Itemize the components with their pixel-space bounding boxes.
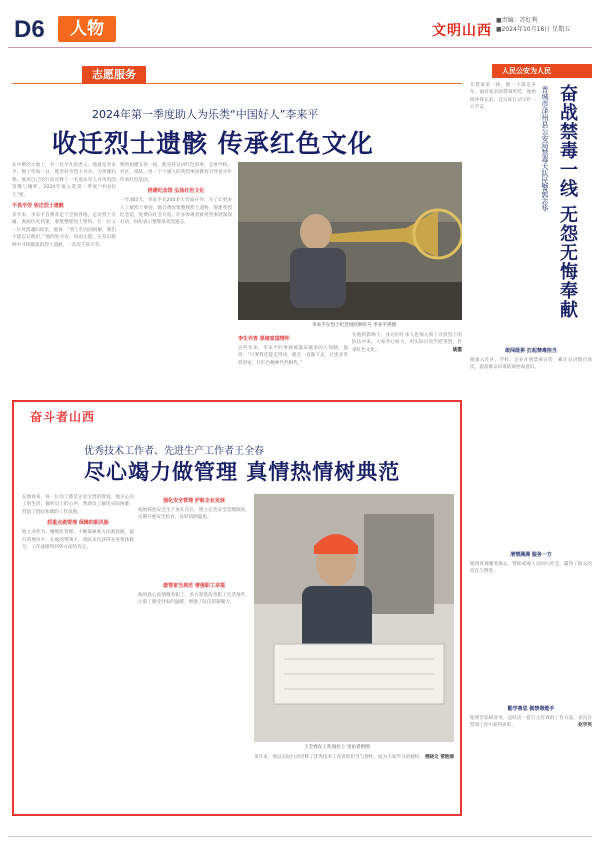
article-kicker: 2024年第一季度助人为乐类“中国好人”李来平 <box>92 108 319 121</box>
paragraph: 他用真心真情服务职工，多方筹措改善职工生活条件，让职工感受到家的温暖，增强了队伍的凝聚力。 <box>138 592 250 606</box>
subheading: 强化安全管理 护航企业发展 <box>163 498 225 504</box>
paragraph: 多年来，他以实际行动诠释了优秀技术工作者的担当与情怀，成为大家学习的榜样。 <box>254 755 424 760</box>
page-number: D6 <box>14 16 45 43</box>
subheading: 李生作答 厚植家国情怀 <box>238 336 290 342</box>
subheading: 清情满满 服务一方 <box>510 552 552 558</box>
byline: 姚霞 <box>452 347 462 353</box>
police-body-1 <box>470 344 592 544</box>
byline: 贾晓文 常艳丽 <box>424 755 454 760</box>
police-article <box>470 60 592 830</box>
paragraph: 在他的影响下，身边的许多人也加入到了寻找烈士的队伍中来。大家齐心协力，用实际行动告慰英烈，传承红色文化。 <box>352 333 462 353</box>
subheading: 勤学善思 做禁毒能手 <box>507 706 555 712</box>
paragraph: 在禁毒第一线，他一干就是多年。面对复杂的禁毒形势，他始终冲锋在前，以实际行动守护一方平安。 <box>470 83 536 111</box>
byline: 赵学英 <box>578 723 592 729</box>
police-body-2 <box>470 548 592 698</box>
section-ribbon <box>12 66 462 84</box>
editor-line: ■责编：苏紅利 <box>496 17 538 24</box>
subheading: 做管家当典范 增强职工幸福 <box>163 582 225 589</box>
paragraph: 他用真情服务群众，帮助戒毒人员回归社会，赢得了群众的信任与赞誉。 <box>470 562 592 575</box>
brand-logo: 文明山西 <box>432 23 492 39</box>
article-col-2 <box>120 162 232 398</box>
feature-headline: 尽心竭力做管理 真情热情树典范 <box>84 460 401 484</box>
police-body-3 <box>470 702 592 828</box>
ribbon-tag: 志愿服务 <box>82 66 146 84</box>
volunteer-article <box>12 66 462 400</box>
paragraph: 一年365天，李来平有200多天奔波在外。为了让更多人了解烈士事迹，他自费收集整理烈士遗物，筹建英烈纪念馆，免费向社会开放。许多参观者被英烈事迹深深打动，纷纷表示要继承先烈遗志。 <box>120 198 232 226</box>
subheading: 捐建纪念馆 弘扬红色文化 <box>147 188 205 195</box>
photo-caption: 王全春在工作岗位上 受访者供图 <box>304 745 370 750</box>
police-intro <box>470 82 536 342</box>
paragraph: 他刻苦钻研业务，总结出一套行之有效的工作方法，多次在禁毒工作中获得表彰。 <box>470 716 592 729</box>
subheading: 抓重点做管理 保障的职风险 <box>47 520 109 527</box>
edition-meta <box>496 16 586 34</box>
paragraph: 他深入社区、学校、企业开展禁毒宣传，累计宣讲数百场次，提高群众识毒防毒拒毒意识。 <box>470 358 592 371</box>
feature-kicker: 优秀技术工作者、先进生产工作者王全春 <box>84 446 264 457</box>
article-col-1 <box>12 162 116 398</box>
article-col-4 <box>352 332 462 398</box>
article-col-3 <box>238 332 348 398</box>
paragraph: 在中華的大地上，有一位平凡的老人。他就是李来平。数十年如一日，他坚持为烈士寻亲，为英雄归葬。他用自己的行动诠释了一名退伍军人对英烈的崇敬与缅怀。2024年他入选第一季度“中国好人”榜。 <box>12 163 116 198</box>
feature-col-3 <box>254 754 454 810</box>
paragraph: 在他看来，每一位员工都是企业宝贵的财富。他关心员工的生活，倾听员工的心声，帮助员工解决实际困难，营造了团结和谐的工作氛围。 <box>22 495 134 515</box>
photo-illustration <box>238 162 462 320</box>
section-badge: 人民公安为人民 <box>492 64 592 78</box>
paragraph: 物资捐赠支持一线，他坚持宣讲红色故事，走进学校、社区、部队，用一个个感人的英烈事迹教育引导青少年传承红色基因。 <box>120 163 232 183</box>
paragraph: 他主动作为，精细化管理，不断探索新方法新思路，提升管理水平。在他的带领下，团队多次获得先进集体称号，工作成绩得到各方面的肯定。 <box>22 530 134 551</box>
page-header <box>8 14 592 48</box>
worker-photo <box>254 494 454 742</box>
photo-illustration <box>254 494 454 742</box>
feature-col-1 <box>22 494 134 810</box>
page-bottom-rule <box>8 836 592 837</box>
paragraph: 多年来，李来平自费奔走于全国各地，走访烈士亲属，查阅历史档案，收集整理烈士资料，让一位又一位英烈魂归故里。他说：“烈士们为国捐躯，我们不能忘记他们。”他四处寻访，风雨无阻，在荒山野岭中寻找散落的烈士遗骸，一次次不辞辛劳。 <box>12 213 116 248</box>
trumpet-photo <box>238 162 462 320</box>
subheading: 敢闯敢拼 扛起禁毒担当 <box>505 348 557 354</box>
date-line: ■2024年10月18日 星期五 <box>496 26 571 33</box>
paragraph: 他始终把安全生产放在首位，建立完善安全管理制度，定期开展安全检查，及时消除隐患。 <box>138 508 250 521</box>
feature-col-2 <box>138 494 250 810</box>
article-headline: 收迁烈士遗骸 传承红色文化 <box>52 129 374 158</box>
paragraph: 这些年来，李来平的事迹被越来越多的人知晓。他说：“只要我还能走得动，就会一直做下去，让更多英烈回家，让红色精神代代相传。” <box>238 346 348 366</box>
section-badge: 人物 <box>58 16 116 42</box>
vertical-headline: 奋战禁毒一线 无怨无悔奉献 <box>557 84 578 320</box>
photo-caption: 李来平在烈士纪念园吹响军号 李来平供图 <box>312 323 397 328</box>
feature-tag: 奋斗者山西 <box>30 410 96 424</box>
subheading: 不畏辛劳 收迁烈士遗骸 <box>12 203 64 210</box>
vertical-kicker: 晋城市泽州县公安局禁毒大队民警郭志华 <box>541 86 549 212</box>
striver-feature <box>12 400 462 816</box>
